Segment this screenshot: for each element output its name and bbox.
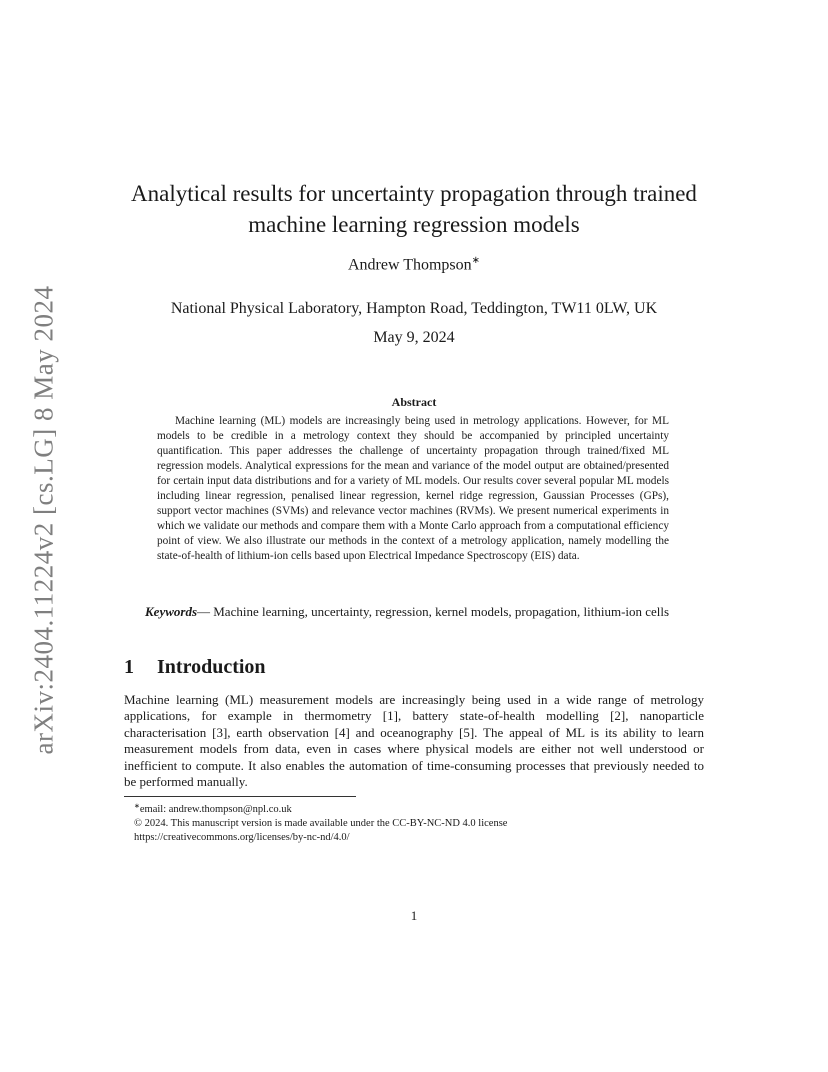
- abstract-heading: Abstract: [391, 395, 437, 409]
- footnote-email-text: email: andrew.thompson@npl.co.uk: [139, 804, 292, 815]
- keywords-dash: —: [197, 604, 214, 619]
- date: May 9, 2024: [373, 329, 455, 346]
- abstract-text: Machine learning (ML) models are increasingly being used in metrology applications. However, for ML models to be credible in a metrology context they should be accompanied by principled uncertainty quantification. This paper addresses the challenge of uncertainty propagation through trained/fixed ML regression models. Analytical expressions for the mean and variance of the model output are obtained/presented for certain input data distributions and for a variety of ML models. Our results cover several popular ML models including linear regression, penalised linear regression, kernel ridge regression, Gaussian Processes (GPs), support vector machines (SVMs) and relevance vector machines (RVMs). We present numerical experiments in which we validate our methods and compare them with a Monte Carlo approach from a computational efficiency point of view. We also illustrate our methods in the context of a metrology application, namely modelling the state-of-health of lithium-ion cells based upon Electrical Impedance Spectroscopy (EIS) data.: [157, 415, 669, 562]
- page-number: 1: [410, 908, 418, 923]
- footnote-email: [134, 799, 694, 817]
- keywords-paragraph: [121, 603, 705, 620]
- section-number: 1: [124, 656, 134, 678]
- paper-title: Analytical results for uncertainty propagation through trained machine learning regression models: [131, 181, 697, 237]
- section-title: Introduction: [157, 656, 266, 678]
- footnote-divider: [124, 796, 356, 797]
- author-name: Andrew Thompson: [347, 256, 472, 274]
- footnote-license: © 2024. This manuscript version is made available under the CC-BY-NC-ND 4.0 license: [134, 818, 508, 829]
- arxiv-identifier-text: arXiv:2404.11224v2 [cs.LG] 8 May 2024: [28, 285, 59, 755]
- introduction-paragraph: Machine learning (ML) measurement models are increasingly being used in a wide range of metrology applications, for example in thermometry [1], battery state-of-health modelling [2], nanoparticle characterisation [3], earth observation [4] and oceanography [5]. The appeal of ML is its ability to learn measurement models from data, even in cases where physical models are either not well understood or inefficient to compute. It also enables the automation of time-consuming processes that previously needed to be performed manually.: [124, 692, 704, 790]
- author-footnote-mark: ∗: [471, 255, 481, 266]
- section-heading: [124, 656, 266, 679]
- affiliation: National Physical Laboratory, Hampton Road, Teddington, TW11 0LW, UK: [170, 300, 658, 317]
- footnote-license-url: https://creativecommons.org/licenses/by-nc-nd/4.0/: [134, 832, 350, 843]
- keywords-label: Keywords: [145, 604, 197, 619]
- footnote-mark: ∗: [134, 802, 140, 810]
- footnotes: [134, 799, 694, 845]
- keywords-text: Machine learning, uncertainty, regression, kernel models, propagation, lithium-ion cells: [213, 604, 670, 619]
- author-line: [100, 255, 728, 274]
